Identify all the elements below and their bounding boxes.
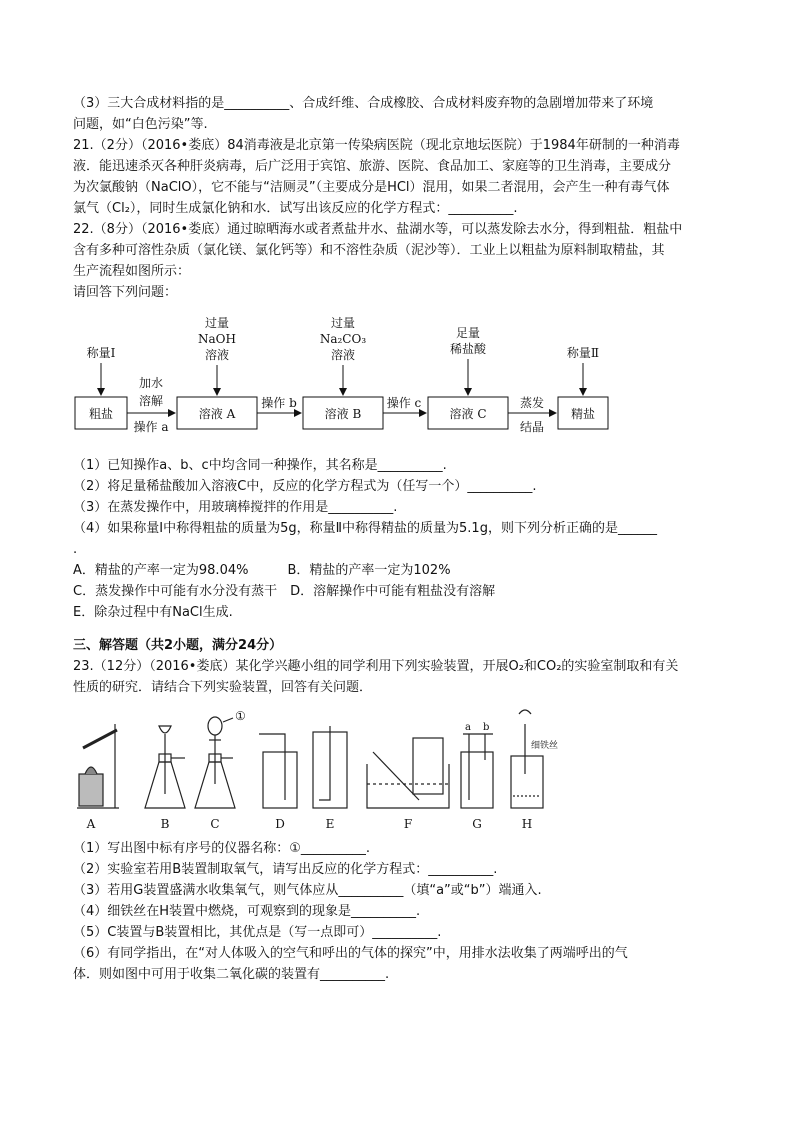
q22-question: （4）如果称量Ⅰ中称得粗盐的质量为5g，称量Ⅱ中称得精盐的质量为5.1g，则下列分析正确的是______: [73, 521, 657, 536]
label-c: C: [210, 817, 220, 831]
q23-question: （2）实验室若用B装置制取氧气，请写出反应的化学方程式：__________.: [73, 862, 498, 877]
q23-line: 性质的研究．请结合下列实验装置，回答有关问题．: [73, 680, 373, 695]
apparatus-a: [77, 724, 119, 808]
step1-top-1: 加水: [138, 376, 164, 390]
step3-label: 操作 c: [386, 396, 422, 410]
q22-option: C．蒸发操作中可能有水分没有蒸干 D．溶解操作中可能有粗盐没有溶解: [73, 584, 496, 599]
q20-part3-line2: 问题，如“白色污染”等.: [73, 117, 208, 132]
q22-question: .: [73, 542, 78, 557]
label-f: F: [403, 817, 413, 831]
reagent2-l3: 溶液: [330, 348, 356, 362]
q22-line: 含有多种可溶性杂质（氯化镁、氯化钙等）和不溶性杂质（泥沙等）．工业上以粗盐为原料制取精盐，其: [73, 243, 665, 258]
question-22: [73, 219, 723, 623]
label-a: A: [86, 817, 96, 831]
port-b-label: b: [483, 722, 490, 733]
step1-top-2: 溶解: [138, 394, 164, 408]
reagent3-l1: 足量: [455, 326, 481, 340]
q22-question: （2）将足量稀盐酸加入溶液C中，反应的化学方程式为（任写一个）__________.: [73, 479, 537, 494]
reagent3-l2: 稀盐酸: [449, 342, 487, 356]
lab-apparatus-figure: [73, 704, 559, 834]
q20-part3-line1: （3）三大合成材料指的是__________、合成纤维、合成橡胶、合成材料废弃物的急剧增加带来了环境: [73, 96, 654, 111]
step4-bottom: 结晶: [519, 420, 545, 434]
q22-option: E．除杂过程中有NaCl生成.: [73, 605, 233, 620]
mark-one-label: ①: [235, 709, 246, 723]
label-b: B: [160, 817, 170, 831]
apparatus-f: [367, 738, 449, 808]
box-crude-label: 粗盐: [88, 407, 114, 421]
q23-question: （6）有同学指出，在“对人体吸入的空气和呼出的气体的探究”中，用排水法收集了两端呼出的气: [73, 946, 628, 961]
box-b-label: 溶液 B: [324, 407, 362, 421]
label-e: E: [325, 817, 335, 831]
q23-line: 23.（12分）（2016•娄底）某化学兴趣小组的同学利用下列实验装置，开展O₂和CO₂的实验室制取和有关: [73, 659, 679, 674]
q22-line: 22.（8分）（2016•娄底）通过晾晒海水或者煮盐井水、盐湖水等，可以蒸发除去水分，得到粗盐．粗盐中: [73, 222, 683, 237]
process-flow-diagram: [73, 307, 613, 447]
apparatus-b: [145, 726, 185, 808]
reagent2-l2: Na₂CO₃: [319, 332, 367, 346]
q22-option: A．精盐的产率一定为98.04% B．精盐的产率一定为102%: [73, 563, 451, 578]
apparatus-h: [511, 710, 543, 808]
q21-line: 液．能迅速杀灭各种肝炎病毒，后广泛用于宾馆、旅游、医院、食品加工、家庭等的卫生消毒，主要成分: [73, 159, 672, 174]
weigh1-label: 称量Ⅰ: [86, 346, 116, 360]
q23-question: （4）细铁丝在H装置中燃烧，可观察到的现象是__________.: [73, 904, 421, 919]
step4-top: 蒸发: [519, 396, 545, 410]
q23-question: （5）C装置与B装置相比，其优点是（写一点即可）__________.: [73, 925, 442, 940]
reagent2-l1: 过量: [330, 316, 356, 330]
reagent1-l3: 溶液: [204, 348, 230, 362]
section-3-title: 三、解答题（共2小题，满分24分）: [73, 638, 283, 653]
reagent1-l2: NaOH: [198, 332, 236, 346]
label-d: D: [275, 817, 285, 831]
weigh2-label: 称量Ⅱ: [566, 346, 600, 360]
q23-question: 体．则如图中可用于收集二氧化碳的装置有__________.: [73, 967, 390, 982]
label-h: H: [521, 817, 533, 831]
apparatus-c: [195, 717, 235, 808]
q21-line: 氯气（Cl₂），同时生成氯化钠和水．试写出该反应的化学方程式：__________.: [73, 201, 518, 216]
apparatus-g: [461, 734, 493, 808]
wire-label: 细铁丝: [531, 741, 559, 751]
q22-question: （1）已知操作a、b、c中均含同一种操作，其名称是__________.: [73, 458, 447, 473]
box-a-label: 溶液 A: [198, 407, 236, 421]
apparatus-d: [259, 734, 297, 808]
q23-question: （3）若用G装置盛满水收集氧气，则气体应从__________（填“a”或“b”）端通入.: [73, 883, 542, 898]
q23-question: （1）写出图中标有序号的仪器名称：①__________.: [73, 841, 371, 856]
box-fine-label: 精盐: [570, 407, 596, 421]
q22-line: 请回答下列问题：: [73, 285, 178, 300]
q22-line: 生产流程如图所示：: [73, 264, 191, 279]
q21-line: 21.（2分）（2016•娄底）84消毒液是北京第一传染病医院（现北京地坛医院）于1984年研制的一种消毒: [73, 138, 680, 153]
question-23: [73, 656, 723, 985]
question-21: [73, 135, 723, 219]
step1-bottom: 操作 a: [133, 420, 169, 434]
label-g: G: [472, 817, 482, 831]
exam-page: [73, 93, 723, 985]
apparatus-e: [313, 726, 347, 808]
step2-label: 操作 b: [261, 396, 297, 410]
q21-line: 为次氯酸钠（NaClO），它不能与“洁厕灵”（主要成分是HCl）混用，如果二者混用，会产生一种有毒气体: [73, 180, 670, 195]
reagent1-l1: 过量: [204, 316, 230, 330]
q22-question: （3）在蒸发操作中，用玻璃棒搅拌的作用是__________.: [73, 500, 398, 515]
port-a-label: a: [465, 722, 471, 733]
box-c-label: 溶液 C: [449, 407, 487, 421]
